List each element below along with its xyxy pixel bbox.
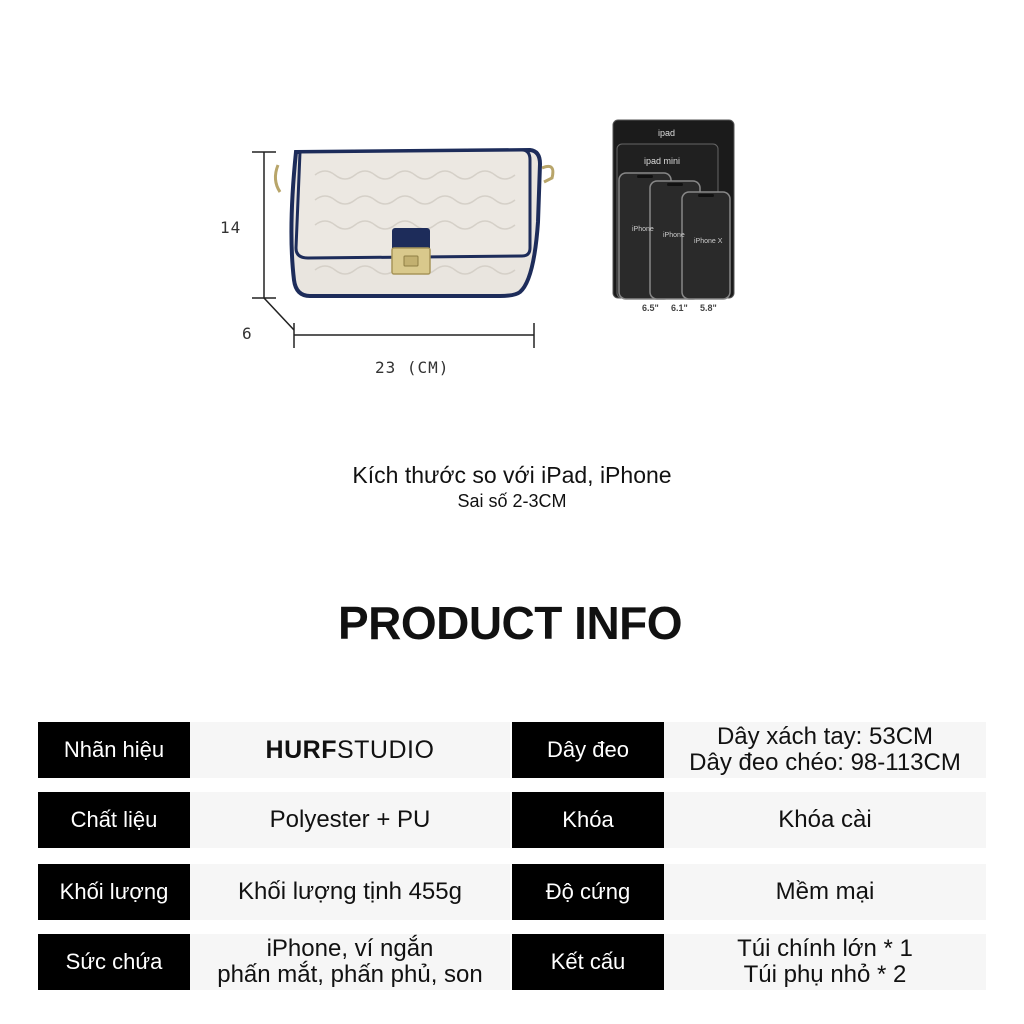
caption-tolerance: Sai số 2-3CM [457, 491, 567, 511]
device-size-comparison [610, 118, 740, 318]
depth-label: 6 [242, 324, 253, 343]
table-row [38, 864, 986, 920]
phone-label-1: iPhone [632, 226, 654, 233]
value-line: Túi chính lớn * 1 [737, 935, 913, 962]
label-lock: Khóa [512, 792, 664, 848]
label-weight: Khối lượng [38, 864, 190, 920]
label-strap: Dây đeo [512, 722, 664, 778]
label-hardness: Độ cứng [512, 864, 664, 920]
value-line: Túi phụ nhỏ * 2 [743, 961, 907, 988]
value-line: Mềm mại [775, 878, 875, 905]
value-brand [190, 722, 510, 778]
value-structure [664, 934, 986, 990]
value-strap [664, 722, 986, 778]
ipad-label: ipad [658, 128, 676, 138]
ipad-mini-label: ipad mini [644, 156, 681, 166]
label-structure: Kết cấu [512, 934, 664, 990]
size-caption [0, 462, 1024, 512]
label-brand: Nhãn hiệu [38, 722, 190, 778]
value-line: Dây xách tay: 53CM [716, 723, 934, 750]
value-weight [190, 864, 510, 920]
value-line: Khóa cài [778, 806, 872, 833]
width-label: 23 (CM) [375, 358, 450, 377]
value-line: Polyester + PU [269, 806, 431, 833]
section-heading: PRODUCT INFO [337, 597, 683, 649]
value-lock [664, 792, 986, 848]
brand-logo-regular: STUDIO [336, 736, 435, 764]
table-row [38, 722, 986, 778]
brand-logo [266, 737, 435, 763]
brand-logo-bold: HURF [265, 736, 337, 764]
bag-illustration [200, 130, 580, 390]
phone-label-2: iPhone [663, 232, 685, 239]
bag-dimension-diagram [200, 130, 580, 390]
table-row [38, 792, 986, 848]
value-line: Khối lượng tịnh 455g [238, 878, 462, 905]
value-line: iPhone, ví ngắn [266, 935, 434, 962]
size-label-3: 5.8" [700, 303, 717, 313]
size-label-1: 6.5" [642, 303, 659, 313]
size-label-2: 6.1" [671, 303, 688, 313]
table-row [38, 934, 986, 990]
value-capacity [190, 934, 510, 990]
value-hardness [664, 864, 986, 920]
value-line: phấn mắt, phấn phủ, son [217, 961, 483, 988]
value-material [190, 792, 510, 848]
device-illustration [610, 118, 740, 318]
caption-title: Kích thước so với iPad, iPhone [352, 462, 672, 488]
phone-label-3: iPhone X [694, 238, 723, 245]
height-label: 14 [220, 218, 242, 237]
value-line: Dây đeo chéo: 98-113CM [689, 749, 961, 776]
label-material: Chất liệu [38, 792, 190, 848]
label-capacity: Sức chứa [38, 934, 190, 990]
